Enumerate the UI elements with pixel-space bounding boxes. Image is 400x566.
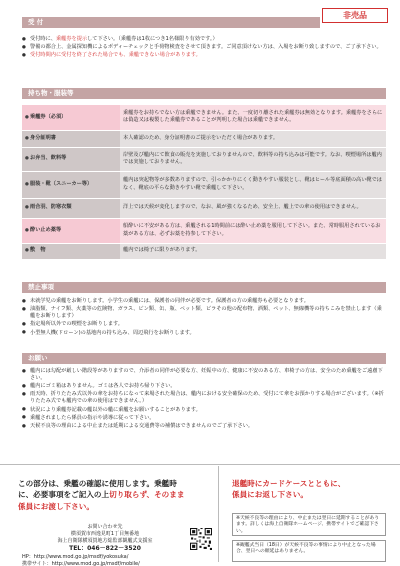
requests-list <box>22 368 386 431</box>
row-key: ●服装・靴（スニーカー等） <box>22 171 120 198</box>
table-row <box>22 243 386 259</box>
row-value: 岸壁及び艦内にて飲食の販売を実施しておりませんので、飲料等の持ち込みは可能です。なお、喫煙場所は艦内では実施しておりません。 <box>120 147 386 171</box>
list-item: ● 艦内にゴミ箱はありません。ゴミは各人でお持ち帰り下さい。 <box>22 383 386 390</box>
list-item: ● 未就学児の乗艦をお断りします。小学生の乗艦には、保護者の同伴が必要です。保護者の方の乗艦券も必要となります。 <box>22 298 386 305</box>
reception-header: 受 付 <box>22 17 320 28</box>
reception-item: ● 警備の都合上、金属探知機によるボディーチェックと手荷物検査をさせて頂きます。ご同意頂けない方は、入場をお断り致しますので、ご了承下さい。 <box>22 44 382 51</box>
list-item: ● 状況により乗艦券記載の艦以外の艦に乗艦をお願いすることがあります。 <box>22 407 386 414</box>
row-value: 洋上では天候が変化しますので、なお、風が強くなるため、安全上、艦上での傘の使用はできません。 <box>120 198 386 218</box>
row-key: ●酔い止め薬等 <box>22 218 120 243</box>
table-row <box>22 130 386 147</box>
inquiry-block: お問い合わせ先 横須賀市西逸見町1丁目無番地 海上自衛隊横須賀地方総監部観艦式支援室 TEL：046－822－3520 HP：http://www.mod.go.jp/msdf/yokosuka/ 携帯サイト：http://www.mod.go.jp/msdf/mobile/ <box>22 524 153 566</box>
table-row <box>22 105 386 130</box>
table-row <box>22 171 386 198</box>
list-item: ● 指定場所以外での喫煙をお断りします。 <box>22 321 386 328</box>
row-value: 艦内では椅子に限りがあります。 <box>120 243 386 259</box>
not-for-sale-badge: 非売品 <box>322 8 388 23</box>
qr-code-icon <box>190 528 212 550</box>
row-value: 船酔いに不安がある方は、乗艦される1時間前には酔い止め薬を服用して下さい。また、常時服用されているお薬がある方は、必ずお薬を持参して下さい。 <box>120 218 386 243</box>
list-item: ● 小型無人機(ドローン)の基地内の持ち込み、周辺飛行をお断りします。 <box>22 330 386 337</box>
list-item: ● 乗艦されましたら係員の指示や誘導に従って下さい。 <box>22 415 386 422</box>
list-item: ● 天候不良等の理由による中止または延期による交通費等の補償はできませんのでご了承下さい。 <box>22 423 386 430</box>
reception-item: ● 受付時間内に受付を終了された場合でも、乗艦できない場合があります。 <box>22 52 382 59</box>
cut-divider <box>218 466 219 562</box>
row-value: 艦内は突起物等が多数ありますので、引っかかりにくく動きやすい服装とし、靴はヒール等底面積の高い靴ではなく、靴底の平らな動きやすい靴で乗艦して下さい。 <box>120 171 386 198</box>
row-key: ●お弁当、飲料等 <box>22 147 120 171</box>
return-instruction: 退艦時にカードケースとともに、 係員にお返し下さい。 <box>232 479 346 500</box>
list-item: ● 艦内には勾配が厳しい階段等がありますので、介添者の同伴が必要な方、妊娠中の方、健康に不安のある方、車椅子の方は、安全のため乗艦をご遠慮下さい。 <box>22 368 386 382</box>
table-row <box>22 147 386 171</box>
row-key: ●身分証明書 <box>22 130 120 147</box>
prohibited-list <box>22 298 386 338</box>
list-item: ● 雨天時、折りたたみ式以外の傘をお持ちになって来場された場合は、艦内における安全確保のため、受付にて傘をお預かりする場合がございます。（※折りたたみ式でも艦内での傘の使用はできません。） <box>22 391 386 405</box>
postponement-note: ※観艦式当日（18日）が天候不良等の事情により中止となった場合、翌日への順延はありません。 <box>232 540 386 562</box>
reception-item: ● 受付時に、乗艦券を提示して下さい。（乗艦券は1枚につき1名様限り有効です。） <box>22 36 382 43</box>
cut-instruction: この部分は、乗艦の確認に使用します。乗艦時 に、必要事項をご記入の上切り取らず、そのまま 係員にお渡し下さい。 <box>18 479 185 511</box>
table-row <box>22 218 386 243</box>
row-value: 本人確認のため、身分証明書のご提示をいただく場合があります。 <box>120 130 386 147</box>
prohibited-header: 禁止事項 <box>22 282 386 293</box>
reception-list <box>22 36 382 61</box>
row-key: ●敷 物 <box>22 243 120 259</box>
belongings-header: 持ち物・服装等 <box>22 88 386 99</box>
cancellation-note: ※天候不良等の理由により、中止または翌日に延期することがあります。詳しくは海上自衛隊ホームページ、携帯サイトでご確認下さい。 <box>232 513 386 536</box>
belongings-table <box>22 105 386 260</box>
requests-header: お願い <box>22 353 386 364</box>
row-value: 乗艦券をお持ちでない方は乗艦できません。また、一度切り離された乗艦券は無効となります。乗艦券をさらには偽造又は複製した乗艦券であることが判明した場合は乗艦できません。 <box>120 105 386 130</box>
list-item: ● 油脂類、ナイフ類、火薬等の危険物、ガラス、ビン類、缶、瓶、ペット類、ビラその他の配布物、酒類、ペット、無線機等の持ちこみを禁止します（乗艦をお断りします） <box>22 306 386 320</box>
row-key: ●雨合羽、防寒衣類 <box>22 198 120 218</box>
row-key: ●乗艦券（必須） <box>22 105 120 130</box>
table-row <box>22 198 386 218</box>
